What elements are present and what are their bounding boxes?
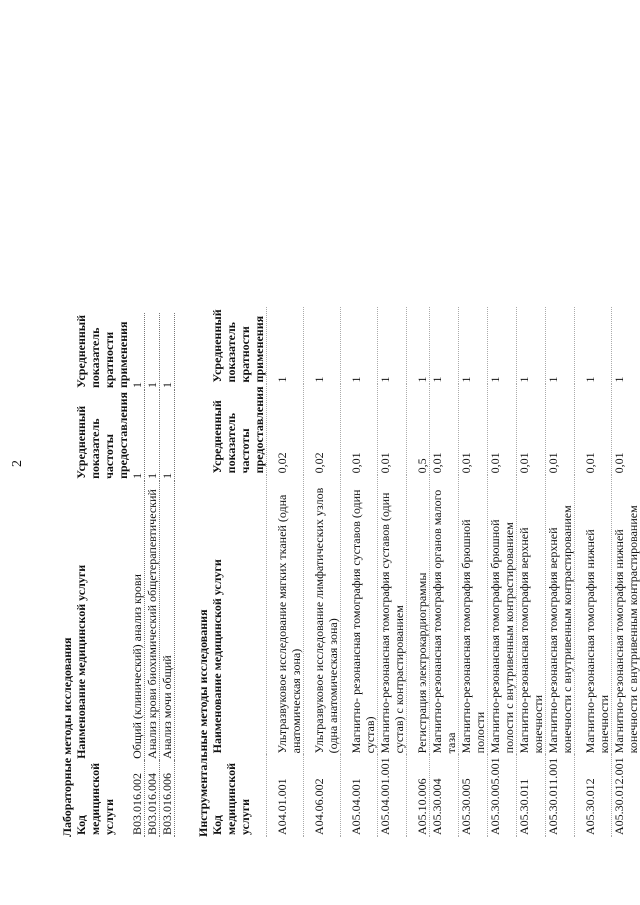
lab-header-code: Код медицинской услуги [74,762,116,835]
table-row [517,307,546,837]
instr-header-mult: Усредненный показатель кратности применения [210,309,266,383]
multiplicity-value: 1 [407,307,430,384]
service-code: A05.30.011 [517,755,546,837]
service-code: A05.30.004 [430,755,459,837]
service-code: A04.06.002 [304,755,341,837]
instr-header-name: Наименование медицинской услуги [210,559,224,754]
frequency-value: 1 [145,390,160,481]
lab-header-name: Наименование медицинской услуги [74,564,88,759]
service-name: Магнитно-резонансная томография брюшной полости [459,475,488,755]
multiplicity-value: 1 [575,307,612,384]
frequency-value: 0,01 [575,384,612,475]
service-name: Регистрация электрокардиограммы [407,475,430,755]
instr-header-row [210,307,267,837]
multiplicity-value: 1 [517,307,546,384]
multiplicity-value: 1 [546,307,575,384]
service-name: Анализ мочи общий [160,481,175,761]
multiplicity-value: 1 [145,313,160,390]
table-row [160,313,175,837]
table-row [546,307,575,837]
multiplicity-value: 1 [430,307,459,384]
table-row [488,307,517,837]
instr-table [210,307,640,837]
frequency-value: 0,01 [517,384,546,475]
frequency-value: 1 [160,390,175,481]
page-number: 2 [10,460,25,467]
lab-table [74,313,175,837]
multiplicity-value: 1 [304,307,341,384]
frequency-value: 0,01 [378,384,407,475]
table-row [130,313,145,837]
instr-header-code: Код медицинской услуги [210,762,252,835]
lab-header-freq: Усредненный показатель частоты предоставления [74,392,130,479]
table-row [612,307,640,837]
table-row [430,307,459,837]
service-code: A05.30.005 [459,755,488,837]
service-name: Ультразвуковое исследование мягких тканей (одна анатомическая зона) [267,475,304,755]
service-code: A05.30.012 [575,755,612,837]
service-name: Магнитно-резонансная томография нижней конечности с внутривенным контрастированием [612,475,640,755]
frequency-value: 0,5 [407,384,430,475]
service-code: A05.30.012.001 [612,755,640,837]
instr-header-freq: Усредненный показатель частоты предоставления [210,386,266,474]
service-name: Общий (клинический) анализ крови [130,481,145,761]
service-code: A05.04.001.001 [378,755,407,837]
table-row [575,307,612,837]
frequency-value: 0,02 [304,384,341,475]
lab-section-title: Лабораторные методы исследования [60,637,74,837]
frequency-value: 0,01 [488,384,517,475]
service-name: Анализ крови биохимический общетерапевтический [145,481,160,761]
frequency-value: 0,01 [430,384,459,475]
service-name: Магнитно-резонансная томография верхней конечности с внутривенным контрастированием [546,475,575,755]
multiplicity-value: 1 [488,307,517,384]
table-row [459,307,488,837]
lab-header-row [74,313,130,837]
service-name: Ультразвуковое исследование лимфатических узлов (одна анатомическая зона) [304,475,341,755]
service-code: A04.01.001 [267,755,304,837]
service-code: A05.30.011.001 [546,755,575,837]
service-name: Магнитно- резонансная томография суставов (один сустав) [341,475,378,755]
table-row [304,307,341,837]
service-name: Магнитно-резонансная томография органов малого таза [430,475,459,755]
frequency-value: 0,01 [546,384,575,475]
frequency-value: 0,01 [612,384,640,475]
service-name: Магнитно-резонансная томография верхней конечности [517,475,546,755]
multiplicity-value: 1 [130,313,145,390]
service-name: Магнитно-резонансная томография брюшной полости с внутривенным контрастированием [488,475,517,755]
frequency-value: 1 [130,390,145,481]
table-row [145,313,160,837]
multiplicity-value: 1 [160,313,175,390]
table-row [378,307,407,837]
service-code: A05.10.006 [407,755,430,837]
multiplicity-value: 1 [341,307,378,384]
service-code: B03.016.002 [130,761,145,837]
instr-section-title: Инструментальные методы исследования [196,609,210,837]
multiplicity-value: 1 [459,307,488,384]
service-name: Магнитно-резонансная томография суставов (один сустав) с контрастированием [378,475,407,755]
service-name: Магнитно-резонансная томография нижней конечности [575,475,612,755]
frequency-value: 0,01 [341,384,378,475]
service-code: B03.016.006 [160,761,175,837]
table-row [407,307,430,837]
service-code: A05.30.005.001 [488,755,517,837]
multiplicity-value: 1 [612,307,640,384]
lab-header-mult: Усредненный показатель кратности применения [74,314,130,389]
service-code: B03.016.004 [145,761,160,837]
frequency-value: 0,02 [267,384,304,475]
table-row [341,307,378,837]
multiplicity-value: 1 [378,307,407,384]
service-code: A05.04.001 [341,755,378,837]
table-row [267,307,304,837]
multiplicity-value: 1 [267,307,304,384]
frequency-value: 0,01 [459,384,488,475]
